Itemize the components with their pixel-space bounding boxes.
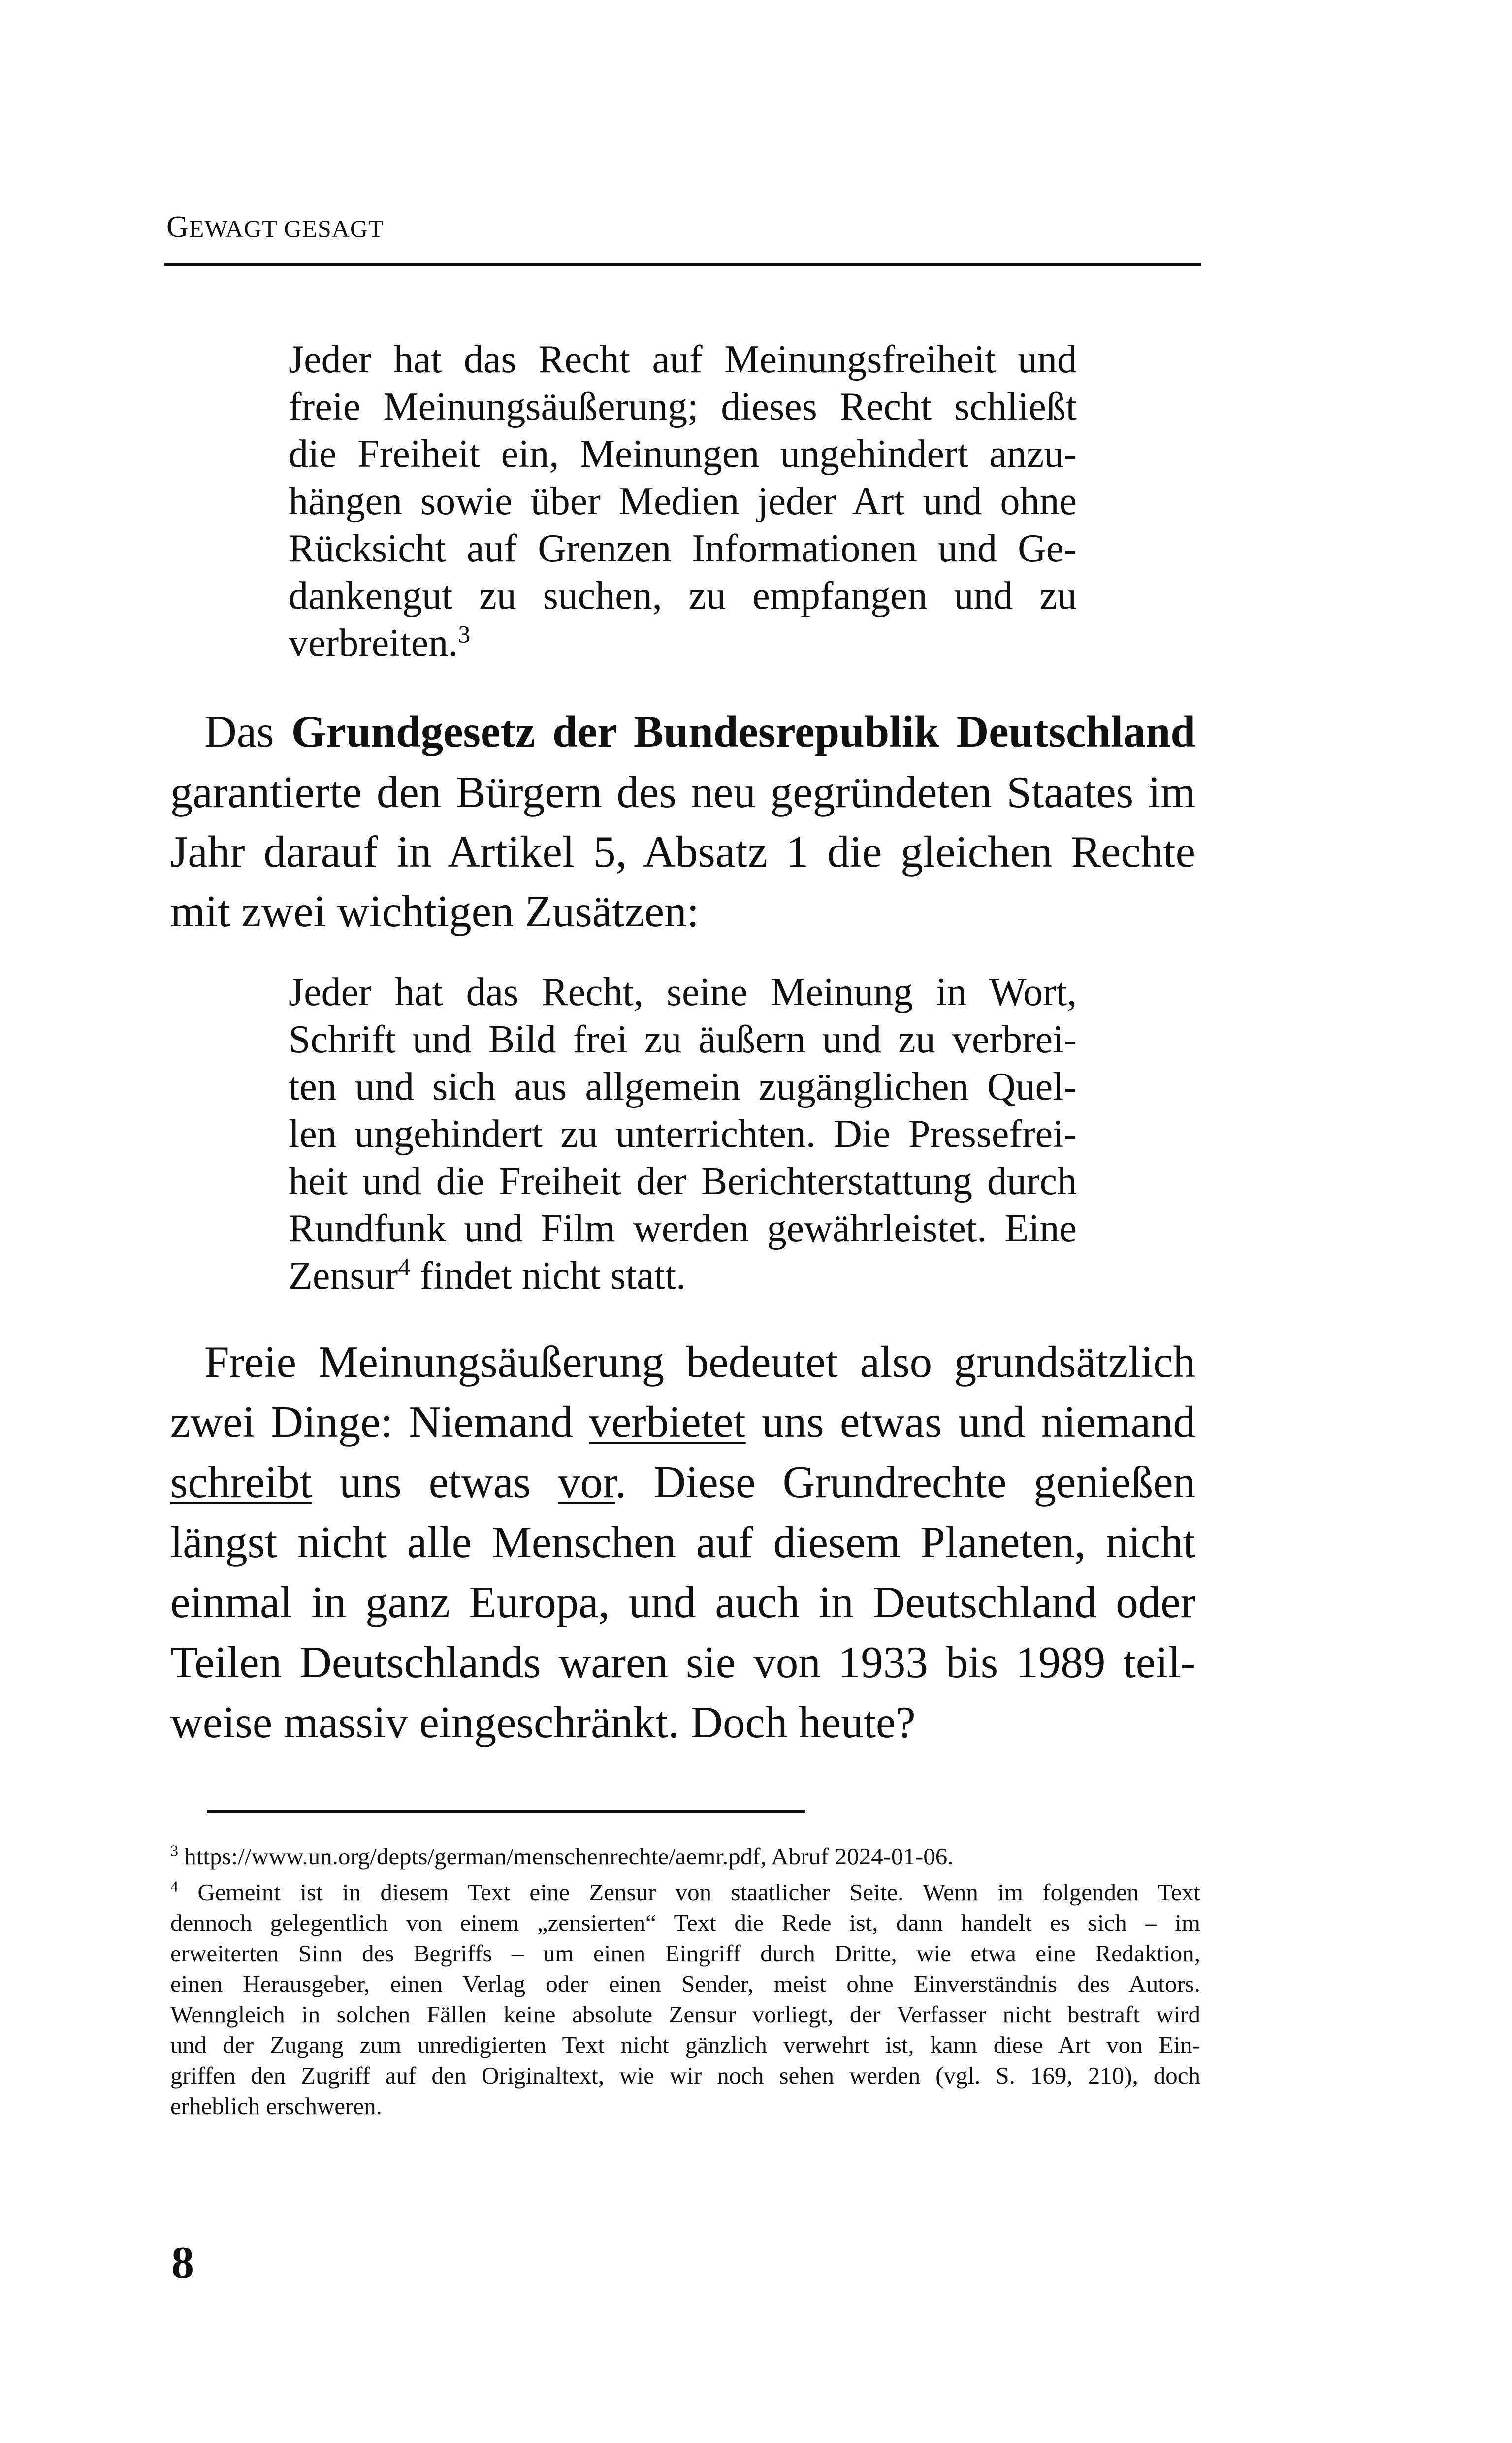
page-number: 8 xyxy=(171,2237,194,2287)
quote2-last-rest: findet nicht statt. xyxy=(410,1254,686,1298)
para2-line: längst nicht alle Menschen auf diesem Planeten, nicht xyxy=(170,1517,1195,1567)
para2-line: Teilen Deutschlands waren sie von 1933 bis 1989 teil- xyxy=(170,1637,1195,1687)
quote1-line: freie Meinungsäußerung; dieses Recht schließt xyxy=(289,385,1077,428)
footnote-4-line: griffen den Zugriff auf den Originaltext, wie wir noch sehen werden (vgl. S. 169, 210), doch xyxy=(170,2062,1200,2089)
footnote-4-line: einen Herausgeber, einen Verlag oder einen Sender, meist ohne Einverständnis des Autors. xyxy=(170,1970,1200,1997)
running-head xyxy=(166,212,384,242)
quote2-line: heit und die Freiheit der Berichterstattung durch xyxy=(289,1160,1077,1203)
running-head-rest: EWAGT GESAGT xyxy=(189,215,384,242)
footnote-4-line: Gemeint ist in diesem Text eine Zensur von staatlicher Seite. Wenn im folgenden Text xyxy=(178,1879,1200,1906)
footnote-4-line: dennoch gelegentlich von einem „zensierten“ Text die Rede ist, dann handelt es sich – im xyxy=(170,1909,1200,1936)
quote2-line: ten und sich aus allgemein zugänglichen Quel- xyxy=(289,1065,1077,1108)
para1-line: Jahr darauf in Artikel 5, Absatz 1 die gleichen Rechte xyxy=(170,827,1195,877)
footnote-4-line: erweiterten Sinn des Begriffs – um einen Eingriff durch Dritte, wie etwa eine Redaktion, xyxy=(170,1940,1200,1967)
underlined-verbietet: verbietet xyxy=(589,1397,746,1447)
footnote-rule xyxy=(207,1810,805,1813)
grundgesetz-bold: Grundgesetz der Bundesrepublik Deutschland xyxy=(291,707,1196,756)
footnote-4-last-line: erheblich erschweren. xyxy=(170,2092,382,2119)
quote2-line: len ungehindert zu unterrichten. Die Pressefrei- xyxy=(289,1112,1077,1156)
quote1-line: Jeder hat das Recht auf Meinungsfreiheit und xyxy=(289,338,1077,381)
quote1-line: hängen sowie über Medien jeder Art und ohne xyxy=(289,480,1077,523)
underlined-vor: vor xyxy=(558,1457,615,1507)
footnote-4-line: Wenngleich in solchen Fällen keine absolute Zensur vorliegt, der Verfasser nicht bestraft wird xyxy=(170,2001,1200,2028)
para2-text: uns etwas und niemand xyxy=(745,1397,1195,1447)
para2-line: Freie Meinungsäußerung bedeutet also grundsätzlich xyxy=(204,1337,1195,1387)
quote1-line: Rücksicht auf Grenzen Informationen und Ge- xyxy=(289,527,1077,570)
running-head-initial: G xyxy=(166,210,189,244)
footnote-ref-3[interactable]: 3 xyxy=(458,620,471,648)
para2-last-line: weise massiv eingeschränkt. Doch heute? xyxy=(170,1697,916,1747)
quote2-zensur: Zensur xyxy=(289,1254,398,1298)
footnote-4-line: und der Zugang zum unredigierten Text nicht gänzlich verwehrt ist, kann diese Art von Ein- xyxy=(170,2031,1200,2058)
quote1-last-line: verbreiten. xyxy=(289,621,458,665)
quote1-line: dankengut zu suchen, zu empfangen und zu xyxy=(289,574,1077,618)
underlined-schreibt: schreibt xyxy=(170,1457,313,1507)
para2-line: einmal in ganz Europa, und auch in Deutschland oder xyxy=(170,1577,1195,1627)
para1-last-line: mit zwei wichtigen Zusätzen: xyxy=(170,886,699,936)
para2-text: zwei Dinge: Niemand xyxy=(170,1397,589,1447)
footnote-4-number: 4 xyxy=(170,1877,178,1895)
footnote-ref-4[interactable]: 4 xyxy=(398,1253,411,1281)
footnote-3-text[interactable]: https://www.un.org/depts/german/menschenrechte/aemr.pdf, Abruf 2024-01-06. xyxy=(178,1843,954,1870)
header-rule xyxy=(164,263,1201,266)
para1-line: garantierte den Bürgern des neu gegründeten Staates im xyxy=(170,767,1195,817)
quote2-line: Jeder hat das Recht, seine Meinung in Wort, xyxy=(289,971,1077,1014)
quote2-line: Schrift und Bild frei zu äußern und zu verbrei- xyxy=(289,1018,1077,1061)
quote2-line: Rundfunk und Film werden gewährleistet. Eine xyxy=(289,1207,1077,1250)
para2-text: . Diese Grundrechte genießen xyxy=(615,1457,1195,1507)
footnote-3-number: 3 xyxy=(170,1841,178,1859)
quote1-line: die Freiheit ein, Meinungen ungehindert anzu- xyxy=(289,432,1077,476)
para1-lead: Das xyxy=(204,707,291,756)
para2-text: uns etwas xyxy=(312,1457,558,1507)
footnote-3 xyxy=(170,1841,1200,1870)
